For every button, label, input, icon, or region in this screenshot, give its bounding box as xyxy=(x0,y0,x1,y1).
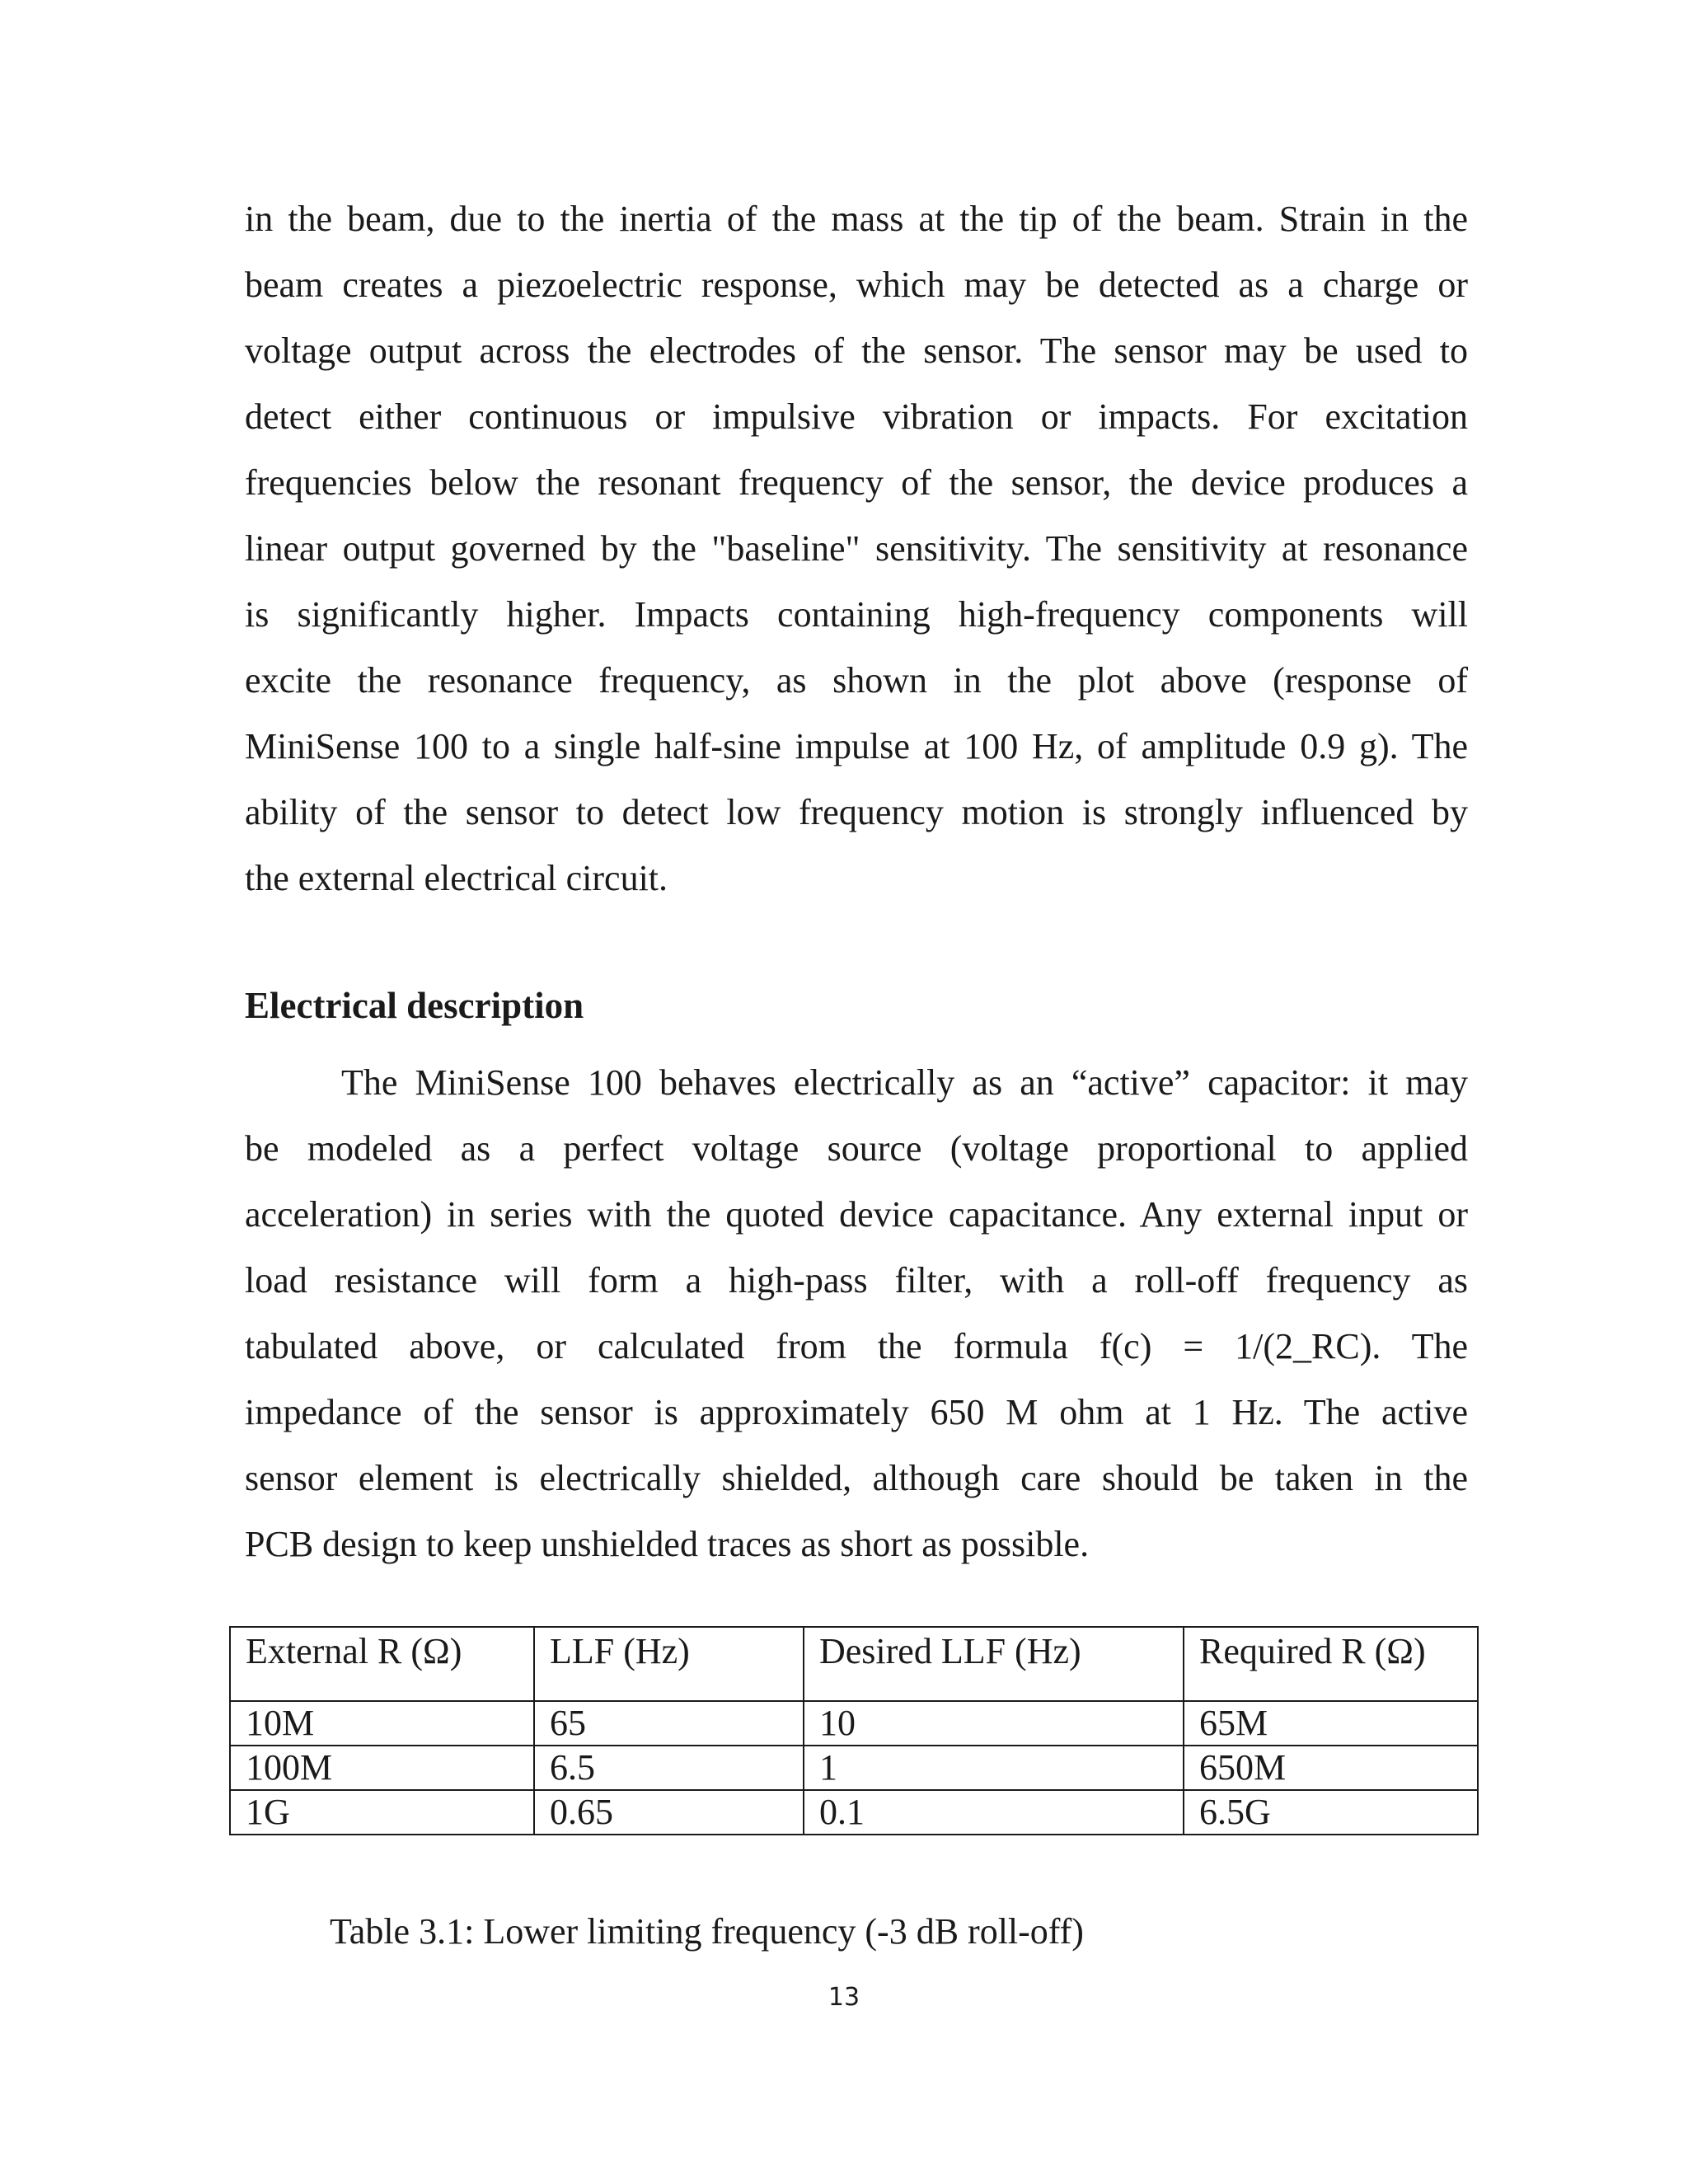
paragraph-line: is significantly higher. Impacts containing high-frequency components will xyxy=(245,594,1468,635)
table-cell: 0.1 xyxy=(804,1790,1184,1835)
table-cell: 650M xyxy=(1184,1746,1478,1790)
page-number: 13 xyxy=(828,1983,860,2012)
paragraph-line: be modeled as a perfect voltage source (voltage proportional to applied xyxy=(245,1128,1468,1169)
table-cell: 65 xyxy=(534,1701,804,1746)
paragraph-line: PCB design to keep unshielded traces as short as possible. xyxy=(245,1524,1090,1564)
header-llf: LLF (Hz) xyxy=(534,1627,804,1701)
paragraph-line: linear output governed by the "baseline" sensitivity. The sensitivity at resonance xyxy=(245,528,1468,569)
table-cell: 6.5G xyxy=(1184,1790,1478,1835)
paragraph-line: acceleration) in series with the quoted device capacitance. Any external input or xyxy=(245,1194,1468,1235)
paragraph-line: detect either continuous or impulsive vibration or impacts. For excitation xyxy=(245,396,1468,437)
paragraph-line: in the beam, due to the inertia of the mass at the tip of the beam. Strain in the xyxy=(245,199,1468,239)
paragraph-line: tabulated above, or calculated from the formula f(c) = 1/(2_RC). The xyxy=(245,1326,1468,1366)
table-row xyxy=(230,1790,1478,1835)
table-cell: 65M xyxy=(1184,1701,1478,1746)
section-heading: Electrical description xyxy=(245,985,584,1026)
paragraph-line: voltage output across the electrodes of the sensor. The sensor may be used to xyxy=(245,330,1468,371)
paragraph-line: impedance of the sensor is approximately 650 M ohm at 1 Hz. The active xyxy=(245,1392,1468,1432)
header-required-r: Required R (Ω) xyxy=(1184,1627,1478,1701)
table-row xyxy=(230,1746,1478,1790)
table-caption: Table 3.1: Lower limiting frequency (-3 dB roll-off) xyxy=(330,1911,1084,1952)
table-cell: 6.5 xyxy=(534,1746,804,1790)
header-external-r: External R (Ω) xyxy=(230,1627,534,1701)
paragraph-line: load resistance will form a high-pass filter, with a roll-off frequency as xyxy=(245,1260,1468,1301)
paragraph-line: frequencies below the resonant frequency of the sensor, the device produces a xyxy=(245,462,1468,503)
table-cell: 100M xyxy=(230,1746,534,1790)
table-cell: 0.65 xyxy=(534,1790,804,1835)
paragraph-line: beam creates a piezoelectric response, which may be detected as a charge or xyxy=(245,265,1468,305)
paragraph-line: the external electrical circuit. xyxy=(245,858,668,898)
paragraph-line: ability of the sensor to detect low frequency motion is strongly influenced by xyxy=(245,792,1468,832)
table-header-row xyxy=(230,1627,1478,1701)
table-cell: 10M xyxy=(230,1701,534,1746)
table-row xyxy=(230,1701,1478,1746)
table-cell: 1G xyxy=(230,1790,534,1835)
paragraph-line: sensor element is electrically shielded, although care should be taken in the xyxy=(245,1458,1468,1498)
paragraph-line: The MiniSense 100 behaves electrically as an “active” capacitor: it may xyxy=(341,1062,1468,1103)
table-cell: 10 xyxy=(804,1701,1184,1746)
llf-table xyxy=(229,1626,1479,1835)
paragraph-line: MiniSense 100 to a single half-sine impulse at 100 Hz, of amplitude 0.9 g). The xyxy=(245,726,1468,766)
header-desired-llf: Desired LLF (Hz) xyxy=(804,1627,1184,1701)
table-cell: 1 xyxy=(804,1746,1184,1790)
paragraph-line: excite the resonance frequency, as shown in the plot above (response of xyxy=(245,660,1468,701)
